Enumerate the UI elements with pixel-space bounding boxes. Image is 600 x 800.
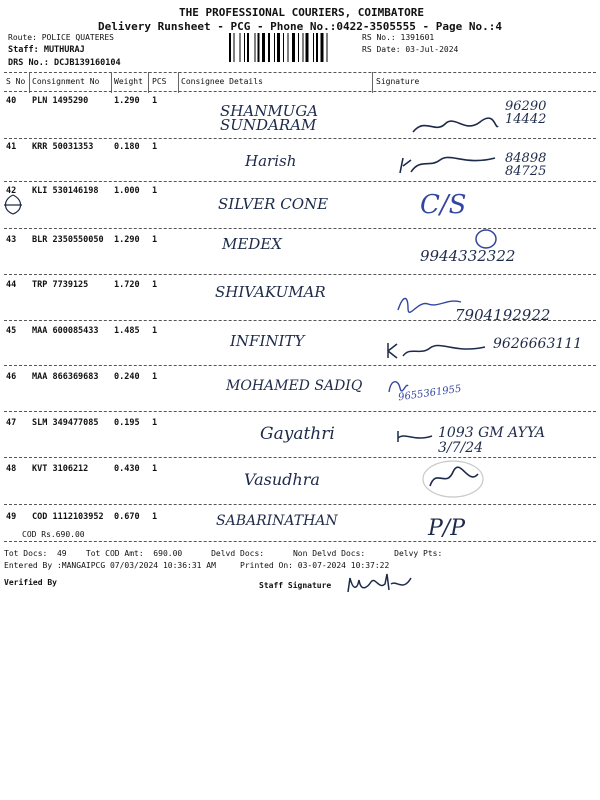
- row-weight: 1.290: [114, 96, 140, 106]
- handwritten-signature: [385, 338, 490, 362]
- cod-note: COD Rs.690.00: [22, 530, 85, 539]
- entered-by: Entered By :MANGAIPCG 07/03/2024 10:36:31 AM Printed On: 03-07-2024 10:37:22: [4, 561, 390, 570]
- handwritten-signature: [393, 290, 463, 316]
- row-weight: 0.195: [114, 418, 140, 428]
- staff-signature: [345, 570, 417, 600]
- row-consignee: SHIVAKUMAR: [215, 283, 326, 301]
- handwritten-signature: [395, 426, 435, 446]
- barcode-bar: [234, 33, 235, 62]
- row-signature: C/S: [420, 190, 467, 220]
- row-pcs: 1: [152, 235, 158, 245]
- col-sno: S No: [6, 77, 26, 86]
- barcode-bar: [298, 33, 299, 62]
- row-consignment: KVT 3106212: [32, 464, 89, 474]
- row-consignee: Gayathri: [260, 424, 335, 444]
- barcode-bar: [303, 33, 304, 62]
- table-top-rule: [4, 72, 596, 73]
- row-sno: 49: [6, 512, 17, 522]
- handwritten-signature: [395, 148, 505, 180]
- row-pcs: 1: [152, 280, 158, 290]
- barcode-bar: [313, 33, 314, 62]
- col-pcs: PCS: [152, 77, 167, 86]
- barcode-bar: [255, 33, 256, 62]
- row-weight: 0.180: [114, 142, 140, 152]
- row-weight: 0.240: [114, 372, 140, 382]
- handwritten-signature: [410, 112, 500, 140]
- company-title: THE PROFESSIONAL COURIERS, COIMBATORE: [179, 6, 425, 19]
- row-consignment: KRR 50031353: [32, 142, 94, 152]
- row-weight: 1.720: [114, 280, 140, 290]
- barcode-bar: [268, 33, 270, 62]
- barcode-bar: [327, 33, 328, 62]
- row-consignment: PLN 1495290: [32, 96, 89, 106]
- row-consignment: MAA 866369683: [32, 372, 99, 382]
- barcode-bar: [283, 33, 284, 62]
- handwritten-signature: [386, 374, 411, 398]
- row-pcs: 1: [152, 464, 158, 474]
- staff-signature-label: Staff Signature: [259, 581, 332, 590]
- barcode-bar: [240, 33, 241, 62]
- row-sno: 47: [6, 418, 17, 428]
- row-sno: 40: [6, 96, 17, 106]
- row-sno: 41: [6, 142, 17, 152]
- barcode-bar: [274, 33, 275, 62]
- row-consignment: TRP 7739125: [32, 280, 89, 290]
- rs-number: RS No.: 1391601: [362, 33, 435, 42]
- verified-by: Verified By: [4, 578, 57, 587]
- row-weight: 0.670: [114, 512, 140, 522]
- row-signature: 1093 GM AYYA 3/7/24: [438, 425, 546, 456]
- barcode-bar: [277, 33, 280, 62]
- totals-line: Tot Docs: 49 Tot COD Amt: 690.00 Delvd Docs: Non Delvd Docs: Delvy Pts:: [4, 549, 443, 558]
- row-sno: 46: [6, 372, 17, 382]
- row-consignee: SILVER CONE: [218, 195, 329, 213]
- runsheet-title: Delivery Runsheet - PCG - Phone No.:0422-3505555 - Page No.:4: [98, 20, 502, 33]
- barcode: [229, 33, 355, 62]
- staff-label: Staff: MUTHURAJ: [8, 45, 85, 55]
- row-consignee: Harish: [245, 152, 297, 170]
- row-consignee: Vasudhra: [244, 470, 320, 489]
- barcode-bar: [292, 33, 295, 62]
- row-sno: 48: [6, 464, 17, 474]
- row-consignment: MAA 600085433: [32, 326, 99, 336]
- rs-date: RS Date: 03-Jul-2024: [362, 45, 459, 54]
- barcode-bar: [316, 33, 318, 62]
- row-signature: 9944332322: [420, 247, 516, 265]
- row-consignee: MEDEX: [222, 235, 282, 253]
- barcode-bar: [258, 33, 260, 62]
- row-sno: 45: [6, 326, 17, 336]
- row-consignee: SHANMUGA SUNDARAM: [220, 102, 319, 134]
- row-pcs: 1: [152, 512, 158, 522]
- row-sno: 42: [6, 186, 17, 196]
- col-signature: Signature: [376, 77, 420, 86]
- route-label: Route: POLICE QUATERES: [8, 33, 114, 42]
- row-consignee: INFINITY: [230, 332, 305, 350]
- row-weight: 1.000: [114, 186, 140, 196]
- row-signature: 7904192922: [455, 306, 551, 324]
- row-consignee: SABARINATHAN: [216, 513, 338, 529]
- row-consignment: KLI 530146198: [32, 186, 99, 196]
- margin-scribble: [0, 192, 26, 218]
- col-weight: Weight: [114, 77, 143, 86]
- round-stamp: [474, 228, 498, 250]
- row-pcs: 1: [152, 186, 158, 196]
- barcode-bar: [288, 33, 289, 62]
- row-consignment: BLR 2350550050: [32, 235, 104, 245]
- barcode-bar: [244, 33, 245, 62]
- row-signature: 9655361955: [397, 383, 463, 404]
- row-sno: 44: [6, 280, 17, 290]
- row-weight: 1.485: [114, 326, 140, 336]
- row-signature: 84898 84725: [505, 151, 547, 179]
- row-consignee: MOHAMED SADIQ: [226, 378, 363, 394]
- row-pcs: 1: [152, 326, 158, 336]
- row-signature: P/P: [428, 516, 466, 541]
- row-signature: 9626663111: [493, 336, 583, 352]
- drs-number: DRS No.: DCJB139160104: [8, 58, 121, 68]
- barcode-bar: [262, 33, 265, 62]
- barcode-bar: [247, 33, 249, 62]
- barcode-bar: [229, 33, 231, 62]
- row-pcs: 1: [152, 142, 158, 152]
- row-sno: 43: [6, 235, 17, 245]
- barcode-bar: [306, 33, 309, 62]
- col-consignment: Consignment No: [32, 77, 100, 86]
- round-stamp: [418, 458, 488, 500]
- row-consignment: COD 1112103952: [32, 512, 104, 522]
- row-pcs: 1: [152, 96, 158, 106]
- row-weight: 0.430: [114, 464, 140, 474]
- row-weight: 1.290: [114, 235, 140, 245]
- row-pcs: 1: [152, 372, 158, 382]
- row-consignment: SLM 349477085: [32, 418, 99, 428]
- row-pcs: 1: [152, 418, 158, 428]
- col-consignee: Consignee Details: [181, 77, 263, 86]
- barcode-bar: [321, 33, 324, 62]
- row-signature: 96290 14442: [505, 99, 547, 127]
